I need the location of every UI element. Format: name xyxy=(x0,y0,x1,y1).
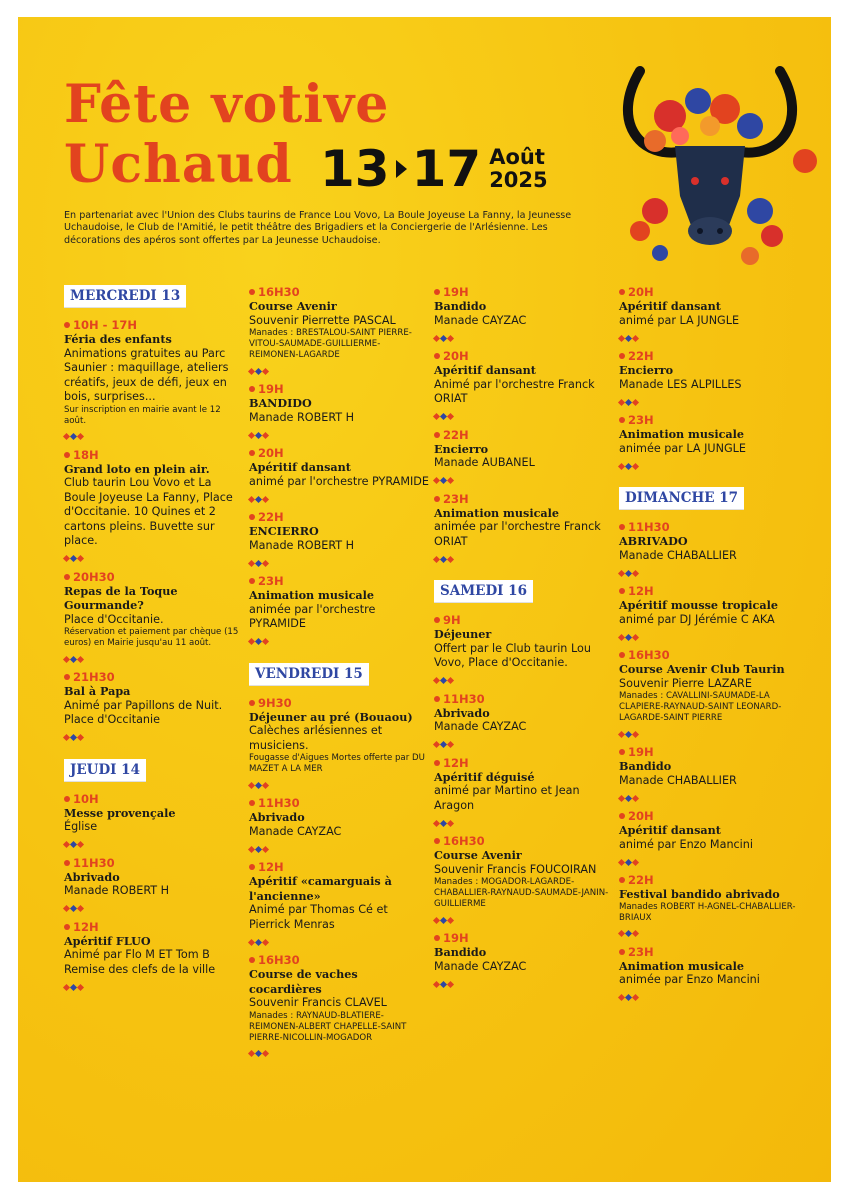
event-item xyxy=(434,285,614,345)
event-item xyxy=(619,809,799,869)
event-time xyxy=(249,953,429,967)
event-time-text: 16H30 xyxy=(258,953,300,967)
event-item xyxy=(434,428,614,488)
event-desc: Souvenir Pierrette PASCAL xyxy=(249,313,396,327)
event-time xyxy=(434,756,614,770)
date-end: 17 xyxy=(411,140,482,198)
event-time-text: 22H xyxy=(258,510,284,524)
diamond-separator-icon xyxy=(619,927,799,941)
event-time xyxy=(434,492,614,506)
event-desc: Manade CAYZAC xyxy=(434,720,527,733)
diamond-separator-icon xyxy=(619,459,799,473)
column-3 xyxy=(434,285,614,995)
event-note: Manades : CAVALLINI-SAUMADE-LA CLAPIERE-RAYNAUD-SAINT LEONARD-LAGARDE-SAINT PIERRE xyxy=(619,691,782,723)
event-time-text: 20H xyxy=(628,809,654,823)
event-name: BANDIDO xyxy=(249,396,312,410)
event-item xyxy=(64,670,244,745)
event-name: Course Avenir xyxy=(434,848,522,862)
event-name: Animation musicale xyxy=(619,427,745,441)
event-item xyxy=(64,448,244,566)
bullet-dot-icon xyxy=(434,432,440,438)
event-time xyxy=(249,510,429,524)
event-name: Apéritif mousse tropicale xyxy=(619,598,778,612)
event-time xyxy=(619,413,799,427)
event-item xyxy=(619,349,799,409)
bullet-dot-icon xyxy=(434,353,440,359)
bullet-dot-icon xyxy=(434,496,440,502)
month: Août xyxy=(489,145,545,169)
event-time xyxy=(619,873,799,887)
event-desc: Calèches arlésiennes et musiciens. xyxy=(249,724,383,752)
diamond-separator-icon xyxy=(434,552,614,566)
bullet-dot-icon xyxy=(434,935,440,941)
event-item xyxy=(249,446,429,506)
event-name: ABRIVADO xyxy=(619,534,688,548)
event-time xyxy=(434,692,614,706)
diamond-separator-icon xyxy=(434,913,614,927)
bullet-dot-icon xyxy=(249,700,255,706)
event-desc: Manade ROBERT H xyxy=(249,410,355,424)
event-time xyxy=(249,382,429,396)
event-note: Sur inscription en mairie avant le 12 août. xyxy=(64,404,221,426)
event-time-text: 11H30 xyxy=(628,520,670,534)
event-item xyxy=(619,745,799,805)
event-name: Féria des enfants xyxy=(64,332,172,346)
event-name: Apéritif déguisé xyxy=(434,769,535,784)
event-name: Encierro xyxy=(619,363,674,377)
event-time xyxy=(619,349,799,363)
event-time xyxy=(64,318,244,332)
event-time-text: 20H30 xyxy=(73,569,115,584)
event-item xyxy=(619,873,799,941)
event-name: Apéritif dansant xyxy=(434,363,536,377)
event-item xyxy=(619,520,799,580)
event-desc: Animé par Thomas Cé et Pierrick Menras xyxy=(249,903,388,931)
event-time xyxy=(434,285,614,299)
event-desc: Manade ROBERT H xyxy=(64,884,170,897)
title-line-2: Uchaud xyxy=(64,134,293,195)
event-name: Course Avenir xyxy=(249,299,337,313)
event-time xyxy=(64,670,244,684)
title-line-1: Fête votive xyxy=(64,74,390,135)
event-time-text: 12H xyxy=(258,860,284,874)
event-time-text: 9H xyxy=(443,613,461,627)
event-note: Manades : BRESTALOU-SAINT PIERRE-VITOU-SAUMADE-GUILLIERME-REIMONEN-LAGARDE xyxy=(249,328,412,360)
event-desc: Animations gratuites au Parc Saunier : maquillage, ateliers créatifs, jeux de défi, jeux en bois, surprises... xyxy=(64,346,229,403)
event-time xyxy=(434,931,614,945)
diamond-separator-icon xyxy=(64,838,244,852)
bullet-dot-icon xyxy=(434,617,440,623)
diamond-separator-icon xyxy=(619,630,799,644)
event-time xyxy=(249,285,429,299)
bullet-dot-icon xyxy=(64,452,70,458)
event-time-text: 16H30 xyxy=(258,285,300,299)
event-name: Animation musicale xyxy=(434,505,560,520)
event-name: Déjeuner xyxy=(434,627,492,641)
event-name: ENCIERRO xyxy=(249,524,319,538)
event-item xyxy=(619,648,799,741)
bullet-dot-icon xyxy=(64,860,70,866)
diamond-separator-icon xyxy=(249,364,429,378)
event-time xyxy=(434,428,614,442)
event-time xyxy=(249,696,429,710)
diamond-separator-icon xyxy=(249,635,429,649)
bullet-dot-icon xyxy=(249,578,255,584)
event-item xyxy=(64,856,244,916)
day-heading: SAMEDI 16 xyxy=(434,580,533,603)
bullet-dot-icon xyxy=(249,800,255,806)
diamond-separator-icon xyxy=(434,410,614,424)
column-4 xyxy=(619,285,799,1009)
bullet-dot-icon xyxy=(434,289,440,295)
event-item xyxy=(619,584,799,644)
event-item xyxy=(249,382,429,442)
bullet-dot-icon xyxy=(619,749,625,755)
event-time xyxy=(619,285,799,299)
bullet-dot-icon xyxy=(619,813,625,819)
event-time-text: 16H30 xyxy=(443,834,485,848)
bullet-dot-icon xyxy=(249,514,255,520)
diamond-separator-icon xyxy=(434,674,614,688)
bullet-dot-icon xyxy=(64,322,70,328)
event-time-text: 22H xyxy=(443,427,469,442)
event-time xyxy=(619,745,799,759)
diamond-separator-icon xyxy=(64,430,244,444)
diamond-separator-icon xyxy=(619,727,799,741)
event-item xyxy=(64,920,244,995)
event-time xyxy=(434,613,614,627)
event-time xyxy=(619,945,799,959)
event-note: Manades : MOGADOR-LAGARDE-CHABALLIER-RAYNAUD-SAUMADE-JANIN-GUILLIERME xyxy=(434,877,609,909)
event-time xyxy=(619,648,799,662)
event-dates xyxy=(320,141,548,197)
diamond-separator-icon xyxy=(619,991,799,1005)
bullet-dot-icon xyxy=(249,386,255,392)
event-time-text: 10H xyxy=(73,791,99,806)
event-time xyxy=(619,520,799,534)
event-desc: animée par LA JUNGLE xyxy=(619,441,746,455)
event-name: Course de vaches cocardières xyxy=(249,967,358,996)
event-time-text: 12H xyxy=(628,584,654,598)
event-time-text: 19H xyxy=(443,285,469,299)
event-desc: Animé par Papillons de Nuit. Place d'Occitanie xyxy=(64,698,223,726)
event-note: Manades : RAYNAUD-BLATIERE-REIMONEN-ALBERT CHAPELLE-SAINT PIERRE-NICOLLIN-MOGADOR xyxy=(249,1010,407,1043)
event-desc: animé par LA JUNGLE xyxy=(619,313,740,327)
event-desc: Manade CAYZAC xyxy=(434,959,527,973)
event-name: Bal à Papa xyxy=(64,684,131,698)
diamond-separator-icon xyxy=(249,428,429,442)
year: 2025 xyxy=(489,168,548,192)
event-name: Animation musicale xyxy=(249,588,375,602)
event-name: Bandido xyxy=(619,759,672,773)
event-name: Bandido xyxy=(434,299,487,313)
day-heading: VENDREDI 15 xyxy=(249,663,369,686)
event-time xyxy=(249,796,429,810)
event-name: Course Avenir Club Taurin xyxy=(619,662,785,676)
event-name: Apéritif «camarguais à l'ancienne» xyxy=(249,874,392,903)
event-item xyxy=(64,570,244,667)
event-desc: animée par Enzo Mancini xyxy=(619,973,760,986)
event-time-text: 19H xyxy=(443,931,469,945)
diamond-separator-icon xyxy=(249,842,429,856)
event-desc: Manade AUBANEL xyxy=(434,456,535,469)
diamond-separator-icon xyxy=(619,566,799,580)
event-name: Apéritif FLUO xyxy=(64,933,151,948)
event-name: Abrivado xyxy=(249,810,305,824)
day-heading: MERCREDI 13 xyxy=(64,285,186,308)
event-name: Repas de la Toque Gourmande? xyxy=(64,583,178,612)
event-item xyxy=(434,613,614,688)
event-time xyxy=(249,446,429,460)
event-desc: animée par l'orchestre Franck ORIAT xyxy=(434,520,601,548)
event-time-text: 10H - 17H xyxy=(73,318,138,332)
event-item xyxy=(64,318,244,444)
event-time-text: 11H30 xyxy=(443,691,485,706)
diamond-separator-icon xyxy=(619,855,799,869)
event-item xyxy=(434,756,614,831)
event-time-text: 23H xyxy=(628,413,654,427)
event-name: Encierro xyxy=(434,441,489,456)
event-item xyxy=(619,413,799,473)
event-time-text: 22H xyxy=(628,873,654,887)
event-desc: Manade CAYZAC xyxy=(434,313,527,327)
event-time-text: 20H xyxy=(628,285,654,299)
bullet-dot-icon xyxy=(249,289,255,295)
event-desc: animé par l'orchestre PYRAMIDE xyxy=(249,474,429,488)
event-item xyxy=(434,931,614,991)
diamond-separator-icon xyxy=(434,474,614,488)
event-desc: Manade CHABALLIER xyxy=(619,773,737,787)
event-time-text: 21H30 xyxy=(73,670,115,684)
diamond-separator-icon xyxy=(434,738,614,752)
event-desc: Manade CHABALLIER xyxy=(619,548,737,562)
arrow-right-icon xyxy=(396,160,407,178)
diamond-separator-icon xyxy=(619,791,799,805)
event-name: Animation musicale xyxy=(619,958,745,973)
event-name: Festival bandido abrivado xyxy=(619,887,780,901)
diamond-separator-icon xyxy=(249,556,429,570)
diamond-separator-icon xyxy=(249,935,429,949)
event-desc: Église xyxy=(64,820,98,833)
event-item xyxy=(434,492,614,567)
bullet-dot-icon xyxy=(434,696,440,702)
bullet-dot-icon xyxy=(619,417,625,423)
event-time xyxy=(434,349,614,363)
event-time xyxy=(64,856,244,870)
event-item xyxy=(249,574,429,649)
poster xyxy=(18,17,831,1182)
event-time-text: 16H30 xyxy=(628,648,670,662)
event-desc: Souvenir Francis FOUCOIRAN xyxy=(434,862,597,876)
event-desc: animé par DJ Jérémie C AKA xyxy=(619,612,775,626)
diamond-separator-icon xyxy=(249,492,429,506)
event-note: Fougasse d'Aigues Mortes offerte par DU MAZET A LA MER xyxy=(249,753,425,774)
diamond-separator-icon xyxy=(64,731,244,745)
event-time xyxy=(434,834,614,848)
event-item xyxy=(434,834,614,927)
diamond-separator-icon xyxy=(249,1047,429,1061)
event-desc: Manade CAYZAC xyxy=(249,824,342,838)
event-item xyxy=(249,696,429,793)
bullet-dot-icon xyxy=(619,353,625,359)
event-desc: Manade ROBERT H xyxy=(249,538,355,552)
event-desc: Animé par l'orchestre Franck ORIAT xyxy=(434,377,595,405)
event-desc: Souvenir Francis CLAVEL xyxy=(249,996,387,1009)
diamond-separator-icon xyxy=(64,902,244,916)
event-time xyxy=(64,920,244,934)
event-time-text: 12H xyxy=(73,919,99,934)
event-time xyxy=(249,574,429,588)
event-name: Messe provençale xyxy=(64,805,176,820)
bullet-dot-icon xyxy=(619,588,625,594)
event-time-text: 11H30 xyxy=(258,796,300,810)
column-1 xyxy=(64,285,244,998)
event-item xyxy=(434,349,614,424)
diamond-separator-icon xyxy=(619,331,799,345)
event-name: Apéritif dansant xyxy=(619,299,721,313)
event-time-text: 12H xyxy=(443,755,469,770)
diamond-separator-icon xyxy=(619,395,799,409)
event-desc: Place d'Occitanie. xyxy=(64,612,164,626)
event-time xyxy=(619,809,799,823)
event-time-text: 23H xyxy=(258,574,284,588)
bullet-dot-icon xyxy=(434,838,440,844)
bullet-dot-icon xyxy=(64,796,70,802)
event-desc: Animé par Flo M ET Tom B Remise des clefs de la ville xyxy=(64,948,216,976)
bullet-dot-icon xyxy=(249,864,255,870)
event-desc: Club taurin Lou Vovo et La Boule Joyeuse La Fanny, Place d'Occitanie. 10 Quines et 2 cartons pleins. Buvette sur place. xyxy=(64,476,233,547)
event-item xyxy=(619,285,799,345)
event-desc: Offert par le Club taurin Lou Vovo, Place d'Occitanie. xyxy=(434,641,591,669)
event-time xyxy=(64,792,244,806)
bull-head-illustration-icon xyxy=(600,31,820,281)
event-item xyxy=(64,792,244,852)
event-time xyxy=(619,584,799,598)
bullet-dot-icon xyxy=(619,652,625,658)
bullet-dot-icon xyxy=(619,949,625,955)
event-item xyxy=(619,945,799,1005)
event-desc: animée par l'orchestre PYRAMIDE xyxy=(249,602,376,630)
event-desc: Souvenir Pierre LAZARE xyxy=(619,676,752,690)
event-name: Déjeuner au pré (Bouaou) xyxy=(249,709,413,724)
month-year xyxy=(489,146,547,192)
event-name: Apéritif dansant xyxy=(249,460,351,474)
event-time xyxy=(64,570,244,584)
event-item xyxy=(249,860,429,949)
bullet-dot-icon xyxy=(249,450,255,456)
diamond-separator-icon xyxy=(249,778,429,792)
event-item xyxy=(249,285,429,378)
event-time-text: 9H30 xyxy=(258,695,292,710)
diamond-separator-icon xyxy=(434,331,614,345)
event-time-text: 20H xyxy=(258,446,284,460)
event-name: Abrivado xyxy=(64,869,120,884)
bullet-dot-icon xyxy=(619,524,625,530)
event-name: Bandido xyxy=(434,945,487,959)
event-time-text: 19H xyxy=(258,382,284,396)
event-time-text: 19H xyxy=(628,745,654,759)
day-heading: DIMANCHE 17 xyxy=(619,487,744,510)
partners-intro: En partenariat avec l'Union des Clubs taurins de France Lou Vovo, La Boule Joyeuse La Fanny, la Jeunesse Uchaudoise, le Club de l'Amitié, le petit théâtre des Brigadiers et la Conciergerie de l'Arlésienne. Les décorations des apéros sont offertes par La Jeunesse Uchaudoise. xyxy=(64,210,572,246)
day-heading: JEUDI 14 xyxy=(64,759,146,782)
event-time-text: 18H xyxy=(73,447,99,462)
bullet-dot-icon xyxy=(64,574,70,580)
event-name: Abrivado xyxy=(434,705,490,720)
diamond-separator-icon xyxy=(434,816,614,830)
column-2 xyxy=(249,285,429,1065)
event-note: Réservation et paiement par chèque (15 euros) en Mairie jusqu'au 11 août. xyxy=(64,627,239,648)
event-name: Grand loto en plein air. xyxy=(64,461,210,476)
event-time-text: 11H30 xyxy=(73,855,115,870)
event-time xyxy=(64,448,244,462)
event-time-text: 20H xyxy=(443,349,469,363)
bullet-dot-icon xyxy=(619,289,625,295)
diamond-separator-icon xyxy=(64,980,244,994)
bullet-dot-icon xyxy=(434,760,440,766)
diamond-separator-icon xyxy=(64,552,244,566)
bullet-dot-icon xyxy=(64,924,70,930)
event-note: Manades ROBERT H-AGNEL-CHABALLIER- BRIAUX xyxy=(619,901,796,923)
event-desc: animé par Martino et Jean Aragon xyxy=(434,784,580,812)
event-item xyxy=(434,692,614,752)
event-time-text: 22H xyxy=(628,349,654,363)
event-item xyxy=(249,796,429,856)
event-item xyxy=(249,953,429,1061)
date-start: 13 xyxy=(320,140,390,198)
diamond-separator-icon xyxy=(64,652,244,666)
bullet-dot-icon xyxy=(64,674,70,680)
diamond-separator-icon xyxy=(434,977,614,991)
event-desc: animé par Enzo Mancini xyxy=(619,837,753,851)
bullet-dot-icon xyxy=(619,877,625,883)
event-time xyxy=(249,860,429,874)
event-time-text: 23H xyxy=(628,944,654,959)
event-desc: Manade LES ALPILLES xyxy=(619,377,742,391)
event-time-text: 23H xyxy=(443,491,469,506)
event-name: Apéritif dansant xyxy=(619,823,721,837)
bullet-dot-icon xyxy=(249,957,255,963)
event-item xyxy=(249,510,429,570)
